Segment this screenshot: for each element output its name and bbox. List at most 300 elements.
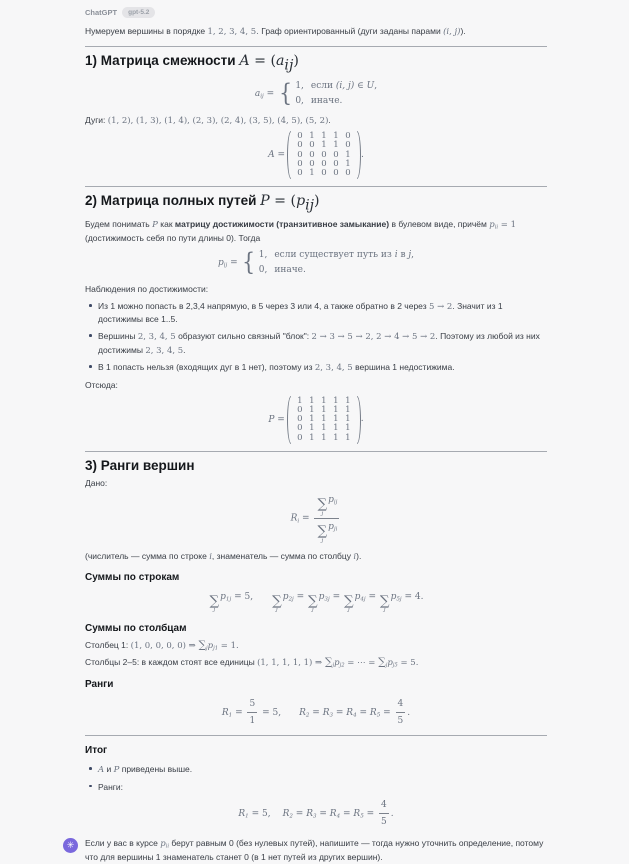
math-token: [379, 814, 389, 829]
math-token: [241, 248, 414, 277]
math-token: ∑: [209, 592, 220, 609]
math-token: 1) Матрица смежности: [85, 53, 240, 69]
math-token: 1: [333, 423, 339, 434]
math-token: p: [334, 658, 340, 669]
math-token: j: [383, 607, 386, 614]
math-token: A: [268, 150, 275, 161]
math-token: =: [363, 808, 378, 819]
cases-row: [295, 94, 377, 108]
math-token: R: [369, 707, 377, 718]
math-token: 2j: [288, 596, 294, 603]
math-token: [247, 697, 257, 713]
math-token: как: [157, 218, 175, 229]
math-token: [379, 798, 389, 829]
summary-heading: Итог: [85, 745, 108, 757]
math-token: R: [329, 808, 337, 819]
math-token: Дуги:: [85, 114, 108, 125]
math-token: 1: [345, 423, 351, 434]
math-token: p: [328, 522, 334, 533]
math-token: ji: [333, 526, 338, 533]
math-token: ij: [260, 93, 264, 100]
math-token: ,: [374, 80, 378, 91]
math-token: ∑: [379, 592, 390, 609]
math-token: 1: [321, 414, 327, 425]
math-token: = 5,: [248, 808, 271, 819]
matrix-row: [294, 434, 354, 443]
math-token: [317, 525, 327, 544]
math-token: =: [309, 707, 323, 718]
math-token: [247, 713, 257, 728]
col25-line: [85, 656, 547, 670]
math-token: 1: [309, 414, 315, 425]
math-token: A: [239, 53, 250, 70]
math-token: {: [242, 248, 256, 277]
math-token: = 5,: [231, 591, 254, 602]
math-token: = (: [249, 53, 276, 70]
math-token: Столбец 1:: [85, 640, 131, 651]
math-token: =: [293, 591, 308, 602]
math-token: Ранги:: [98, 781, 124, 792]
math-token: j: [276, 607, 278, 614]
math-token: 1: [345, 432, 351, 443]
math-token: приведены выше.: [119, 764, 193, 775]
math-token: p: [217, 258, 224, 269]
math-token: 1: [345, 158, 351, 169]
section3-heading: [85, 458, 547, 474]
math-token: 1: [321, 140, 327, 151]
math-token: [259, 248, 414, 277]
math-token: ⇒: [185, 641, 199, 652]
math-token: p: [282, 591, 289, 602]
message-header: [85, 6, 629, 19]
math-token: P: [268, 414, 275, 425]
math-token: 0: [297, 423, 303, 434]
math-token: .: [328, 114, 331, 125]
math-token: Столбцы 2–5: в каждом стоят все единицы: [85, 657, 258, 668]
math-token: [209, 592, 220, 614]
math-token: =: [292, 808, 307, 819]
math-token: j5: [392, 662, 398, 669]
math-token: R: [306, 808, 313, 819]
math-token: вершина 1 недостижима.: [352, 362, 455, 373]
math-token: 0: [297, 130, 303, 141]
observations-list: [85, 300, 547, 375]
math-token: ∑: [198, 638, 207, 652]
summary-list: [85, 763, 547, 793]
math-token: .: [407, 707, 411, 718]
math-token: 1: [345, 404, 351, 415]
math-token: 2, 3, 4, 5: [145, 345, 184, 356]
math-token: ,: [411, 250, 415, 261]
math-token: [379, 798, 389, 814]
math-token: 0,: [258, 265, 268, 276]
math-token: i: [209, 551, 212, 562]
math-token: 2, 3, 4, 5: [137, 332, 176, 343]
math-token: = 1.: [218, 641, 239, 652]
math-token: p: [296, 193, 306, 210]
math-token: (1, 2), (1, 3), (1, 4), (2, 3), (2, 4), (3, 5), (4, 5), (5, 2): [107, 115, 329, 126]
math-token: 0: [297, 404, 303, 415]
rank-definition-formula: [85, 493, 547, 544]
math-token: P: [152, 219, 158, 230]
math-token: {: [279, 78, 293, 107]
math-token: [379, 592, 390, 614]
final-ranks-formula: [85, 798, 547, 829]
math-token: ∑: [324, 655, 333, 669]
row-sums-formula: [85, 590, 547, 614]
message-content: [66, 25, 547, 864]
math-token: 0: [309, 158, 315, 169]
math-token: =: [329, 591, 343, 602]
math-token: (1, 1, 1, 1, 1): [257, 658, 313, 669]
math-token: , знаменатель — сумма по столбцу: [211, 550, 354, 561]
math-token: P: [260, 193, 270, 210]
math-token: и: [104, 764, 114, 775]
math-token: (i, j) ∈ U: [335, 80, 375, 91]
math-token: 0: [309, 140, 315, 151]
math-token: 1: [321, 130, 327, 141]
math-token: ).: [356, 550, 362, 561]
math-token: =: [356, 707, 370, 718]
math-token: i: [394, 250, 398, 261]
list-item: [98, 763, 547, 776]
math-token: p: [328, 495, 334, 506]
math-token: [272, 592, 282, 614]
math-token: матрицу достижимости (транзитивное замыкание): [174, 218, 390, 229]
math-token: (числитель — сумма по строке: [85, 550, 210, 561]
matrix-row: [294, 169, 354, 178]
math-token: 4: [353, 712, 357, 719]
arcs-list: [85, 114, 547, 127]
math-token: [396, 713, 406, 728]
math-token: 5: [376, 712, 381, 719]
ranks-formula: [85, 697, 547, 728]
math-token: = 5,: [259, 707, 282, 718]
math-token: образуют сильно связный "блок":: [175, 331, 312, 342]
math-token: 5: [249, 698, 256, 709]
math-token: 1, 2, 3, 4, 5.: [207, 27, 259, 37]
cases-row: [259, 248, 414, 262]
math-token: 0: [297, 432, 303, 443]
math-token: 0: [297, 149, 303, 160]
math-token: ij: [333, 500, 338, 507]
math-token: 2: [289, 813, 293, 820]
math-token: 3: [329, 712, 334, 719]
math-token: 0: [321, 158, 327, 169]
rank-note: [85, 550, 547, 563]
math-token: 1: [249, 716, 256, 726]
math-token: [314, 493, 339, 519]
math-token: =: [274, 414, 285, 425]
math-token: 1: [345, 395, 351, 406]
math-token: 1: [297, 395, 303, 406]
math-token: Граф ориентированный (дуги заданы парами: [258, 26, 444, 36]
math-token: [291, 396, 357, 444]
math-token: a: [275, 53, 285, 70]
math-token: j: [347, 607, 350, 614]
math-token: j: [213, 607, 216, 614]
math-token: R: [299, 707, 306, 718]
openai-logo-icon: ✳: [63, 838, 78, 853]
math-token: [268, 148, 285, 162]
math-token: =: [299, 514, 313, 525]
math-token: =: [380, 707, 394, 718]
col1-line: [85, 639, 547, 653]
hence-label: Отсюда:: [85, 380, 118, 391]
math-token: Вершины: [98, 331, 138, 342]
math-token: = 4.: [401, 591, 424, 602]
math-token: =: [333, 707, 347, 718]
math-token: R: [346, 707, 354, 718]
footer-note-text: [85, 837, 555, 864]
math-token: R: [290, 514, 298, 525]
math-token: A: [98, 765, 105, 776]
math-token: 1: [228, 712, 233, 719]
math-token: ∑: [317, 523, 328, 540]
math-token: 1: [321, 432, 327, 443]
math-token: [291, 131, 357, 179]
math-token: 3) Ранги вершин: [85, 457, 195, 473]
math-token: иначе.: [274, 265, 306, 276]
intro-paragraph: [85, 25, 547, 38]
math-token: 1: [309, 168, 315, 179]
math-token: j1: [213, 645, 219, 652]
matrix-p: [85, 396, 547, 444]
math-token: =: [274, 150, 286, 161]
math-token: 1: [333, 404, 339, 415]
math-token: p: [387, 658, 393, 669]
math-token: i: [353, 551, 357, 562]
math-token: 0,: [295, 95, 304, 106]
math-token: . Значит из 1 достижимы все 1..5.: [98, 301, 503, 325]
math-token: в булевом виде, причём: [389, 218, 490, 229]
observations-title: Наблюдения по достижимости:: [85, 284, 209, 295]
math-token: 4: [397, 698, 404, 709]
math-token: j: [385, 662, 388, 669]
math-token: 1,: [258, 250, 268, 261]
math-token: 1: [309, 423, 315, 434]
list-item: [98, 330, 547, 357]
math-token: =: [340, 808, 354, 819]
matrix-a: [85, 131, 547, 179]
math-token: [343, 592, 354, 614]
math-token: 0: [309, 149, 315, 160]
path-definition-formula: [85, 248, 547, 277]
math-token: (достижимость себя по пути длины 0). Тогда: [85, 232, 261, 243]
math-token: p: [354, 591, 361, 602]
given-label: Дано:: [85, 478, 108, 489]
math-token: (i, j): [443, 27, 461, 37]
matrix: [268, 396, 363, 444]
math-token: p: [220, 591, 226, 602]
math-token: [268, 413, 284, 427]
section-divider: [85, 46, 547, 47]
math-token: 1: [333, 140, 339, 151]
math-token: Из 1 можно попасть в 2,3,4 напрямую, в 5 через 3 или 4, а также обратно в 2 через: [98, 301, 429, 312]
math-token: [308, 592, 318, 614]
math-token: R: [221, 707, 229, 718]
math-token: [396, 697, 406, 713]
math-token: 5j: [396, 596, 402, 603]
math-token: 0: [333, 158, 339, 169]
math-token: 4j: [360, 596, 366, 603]
ranks-heading: Ранги: [85, 679, 114, 691]
adjacency-definition-formula: [85, 79, 547, 108]
math-token: в: [397, 250, 409, 261]
math-token: ).: [460, 26, 466, 36]
math-token: 1,: [295, 80, 304, 91]
cases-row: [259, 263, 414, 277]
math-token: R: [322, 707, 330, 718]
math-token: j: [408, 250, 412, 261]
list-item: [98, 781, 547, 793]
math-token: [378, 657, 387, 667]
math-token: 1j: [225, 596, 232, 603]
math-token: [396, 697, 406, 728]
math-token: 0: [297, 168, 303, 179]
math-token: ∑: [343, 592, 354, 609]
math-token: 3j: [324, 596, 330, 603]
math-token: 0: [297, 140, 303, 151]
section-divider: [85, 735, 547, 736]
math-token: ∑: [308, 592, 318, 609]
section-divider: [85, 186, 547, 187]
math-token: = ⋯ =: [344, 658, 379, 669]
math-token: 0: [321, 168, 327, 179]
math-token: 1: [333, 130, 339, 141]
math-token: p: [160, 838, 166, 849]
math-token: ): [293, 53, 299, 70]
math-token: ij: [223, 262, 228, 269]
math-token: P: [113, 765, 120, 776]
row-sums-heading: Суммы по строкам: [85, 572, 180, 584]
math-token: ⇒: [312, 658, 325, 669]
math-token: . Поэтому из любой из них достижимы: [98, 331, 540, 355]
math-token: 1: [333, 432, 339, 443]
math-token: 2) Матрица полных путей: [85, 193, 261, 209]
math-token: 1: [309, 130, 315, 141]
math-token: R: [353, 808, 361, 819]
math-token: иначе.: [310, 95, 343, 106]
math-token: Нумеруем вершины в порядке: [85, 26, 208, 36]
math-token: 1: [321, 404, 327, 415]
math-token: 3: [312, 813, 317, 820]
math-token: 5 → 2: [429, 302, 453, 313]
math-token: ∑: [378, 655, 386, 669]
math-token: 5: [397, 716, 404, 726]
math-token: 2, 3, 4, 5: [314, 363, 353, 374]
math-token: =: [232, 707, 246, 718]
math-token: если: [310, 80, 336, 91]
math-token: [314, 493, 339, 544]
math-token: i: [297, 518, 300, 525]
math-token: 0: [297, 158, 303, 169]
math-token: .: [390, 808, 394, 819]
math-token: 2: [305, 712, 310, 719]
math-token: 0: [345, 130, 351, 141]
math-token: 0: [333, 149, 339, 160]
math-token: 5: [360, 813, 364, 820]
math-token: [198, 640, 207, 650]
math-token: =: [316, 808, 330, 819]
math-token: ii: [494, 224, 499, 231]
math-token: 1: [345, 414, 351, 425]
math-token: (1, 0, 0, 0, 0): [130, 641, 186, 652]
math-token: 1: [333, 414, 339, 425]
math-token: 1: [309, 404, 315, 415]
math-token: 1: [321, 423, 327, 434]
math-token: ij: [284, 57, 294, 74]
math-token: j: [206, 645, 208, 652]
math-token: p: [489, 219, 495, 230]
math-token: j: [312, 607, 314, 614]
math-token: j: [321, 510, 324, 517]
math-token: 0: [345, 168, 351, 179]
assistant-footer-note: [63, 837, 555, 864]
math-token: ii: [165, 843, 170, 850]
math-token: = 5.: [397, 658, 419, 669]
math-token: 1: [345, 149, 351, 160]
math-token: 1: [309, 395, 315, 406]
math-token: =: [227, 258, 241, 269]
math-token: [314, 519, 339, 544]
col-sums-heading: Суммы по столбцам: [85, 622, 187, 634]
app-name-label: ChatGPT: [85, 8, 118, 17]
math-token: 1: [321, 395, 327, 406]
math-token: В 1 попасть нельзя (входящих дуг в 1 нет), поэтому из: [98, 362, 315, 373]
math-token: [295, 79, 377, 108]
math-token: p: [318, 591, 325, 602]
math-token: p: [207, 641, 214, 652]
math-token: ∑: [317, 496, 328, 513]
math-token: 1: [333, 395, 339, 406]
math-token: 0: [321, 149, 327, 160]
math-token: ): [314, 193, 320, 210]
math-token: = 1: [498, 219, 516, 230]
model-badge: gpt-5.2: [122, 7, 155, 18]
math-token: 4: [381, 799, 387, 810]
math-token: p: [390, 591, 397, 602]
math-token: Если у вас в курсе: [85, 837, 161, 848]
list-item: [98, 300, 547, 326]
math-token: 0: [345, 140, 351, 151]
matrix: [268, 131, 364, 179]
math-token: a: [254, 88, 261, 99]
math-token: [325, 657, 334, 667]
math-token: = (: [269, 193, 297, 210]
math-token: =: [263, 88, 278, 99]
math-token: [278, 79, 377, 108]
math-token: [317, 498, 327, 517]
cases-row: [295, 79, 377, 93]
math-token: .: [361, 149, 364, 160]
math-token: .: [183, 344, 186, 355]
math-token: j: [321, 537, 324, 544]
math-token: =: [365, 591, 379, 602]
math-token: R: [282, 808, 290, 819]
math-token: 5: [381, 816, 387, 827]
math-token: 0: [333, 168, 339, 179]
math-token: 2 → 3 → 5 → 2, 2 → 4 → 5 → 2: [311, 332, 436, 343]
math-token: ij: [305, 197, 315, 214]
math-token: 4: [336, 813, 341, 820]
math-token: j2: [339, 662, 345, 669]
math-token: 0: [297, 414, 303, 425]
section1-heading: [85, 53, 547, 74]
math-token: R: [238, 808, 246, 819]
math-token: .: [360, 414, 364, 425]
math-token: 1: [245, 813, 249, 820]
